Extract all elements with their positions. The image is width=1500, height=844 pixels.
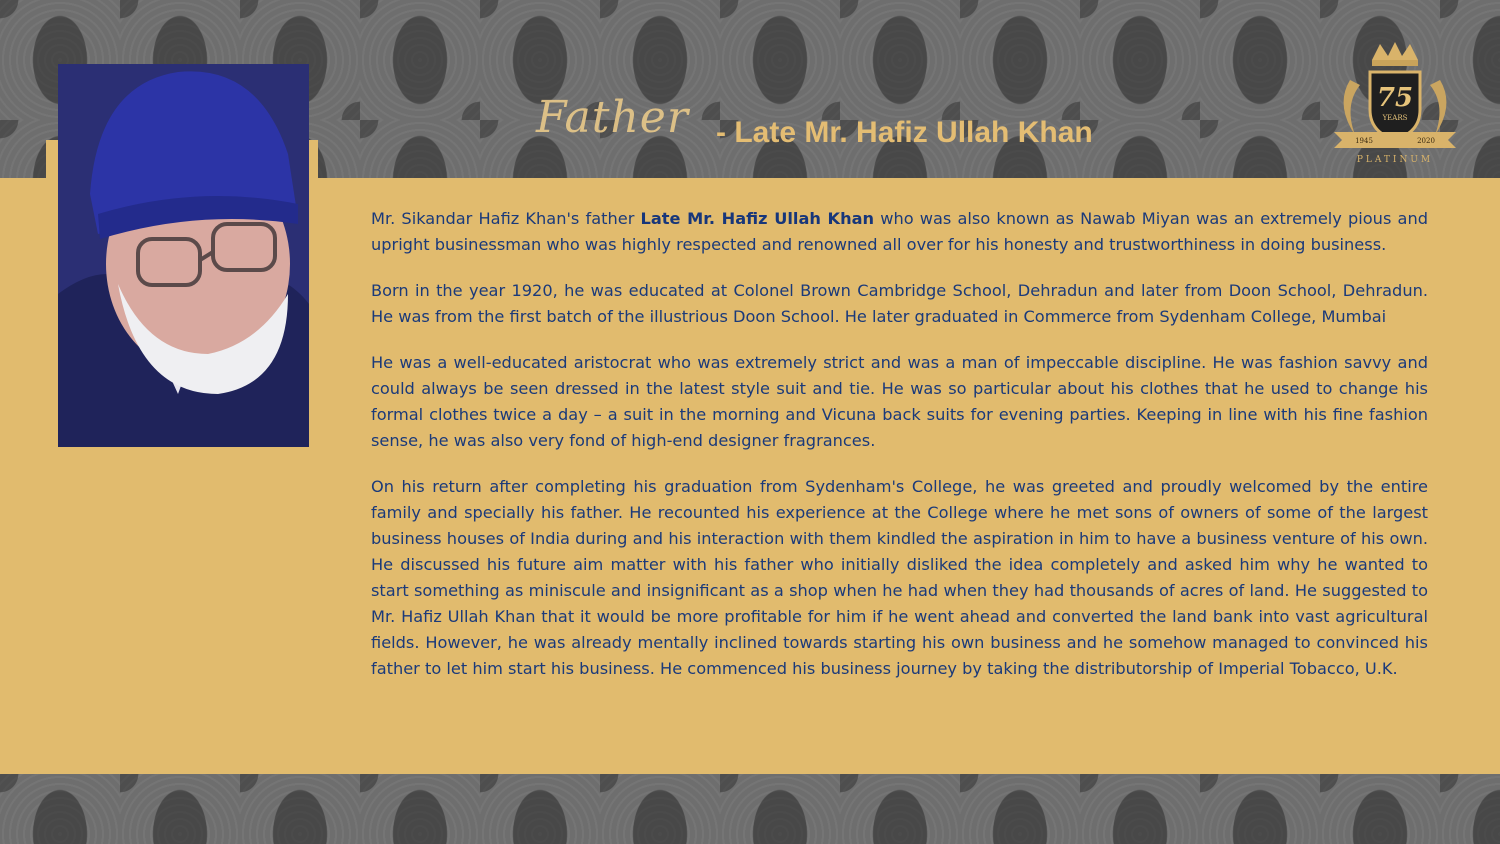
portrait-photo [58,64,309,447]
emblem-label: PLATINUM [1356,155,1434,165]
emblem-start-year: 1945 [1355,137,1373,145]
heading-name: - Late Mr. Hafiz Ullah Khan [716,116,1093,149]
page-heading [536,92,1176,162]
emblem-years: YEARS [1382,114,1408,122]
paragraph-1: Mr. Sikandar Hafiz Khan's father Late Mr. Hafiz Ullah Khan who was also known as Nawab Miyan was an extremely pious and upright businessman who was highly respected and renowned all over for his honesty and trustworthiness in doing business. [371,209,1428,254]
ribbon-icon [1334,132,1456,148]
decorative-pattern-bottom [0,774,1500,844]
emblem-end-year: 2020 [1417,137,1435,145]
anniversary-emblem [1330,40,1460,166]
paragraph-3: He was a well-educated aristocrat who was extremely strict and was a man of impeccable discipline. He was fashion savvy and could always be seen dressed in the latest style suit and tie. He was so particular about his clothes that he used to change his formal clothes twice a day – a suit in the morning and Vicuna back suits for evening parties. Keeping in line with his fine fashion sense, he was also very fond of high-end designer fragrances. [371,353,1428,450]
paragraph-4: On his return after completing his graduation from Sydenham's College, he was greeted and proudly welcomed by the entire family and specially his father. He recounted his experience at the College where he met sons of owners of some of the largest business houses of India during and his interaction with them kindled the aspiration in him to have a business venture of his own. He discussed his future aim matter with his father who initially disliked the idea completely and asked him why he wanted to start something as miniscule and insignificant as a shop when he had when they had thousands of acres of land. He suggested to Mr. Hafiz Ullah Khan that it would be more profitable for him if he went ahead and converted the land bank into vast agricultural fields. However, he was already mentally inclined towards starting his own business and he somehow managed to convinced his father to let him start his business. He commenced his business journey by taking the distributorship of Imperial Tobacco, U.K. [371,477,1428,678]
crown-icon [1372,42,1418,66]
paragraph-2: Born in the year 1920, he was educated at Colonel Brown Cambridge School, Dehradun and later from Doon School, Dehradun. He was from the first batch of the illustrious Doon School. He later graduated in Commerce from Sydenham College, Mumbai [371,281,1428,326]
biography-text [371,206,1428,702]
highlighted-name: Late Mr. Hafiz Ullah Khan [640,209,875,228]
heading-script-word: Father [536,92,689,143]
emblem-number: 75 [1376,83,1414,113]
